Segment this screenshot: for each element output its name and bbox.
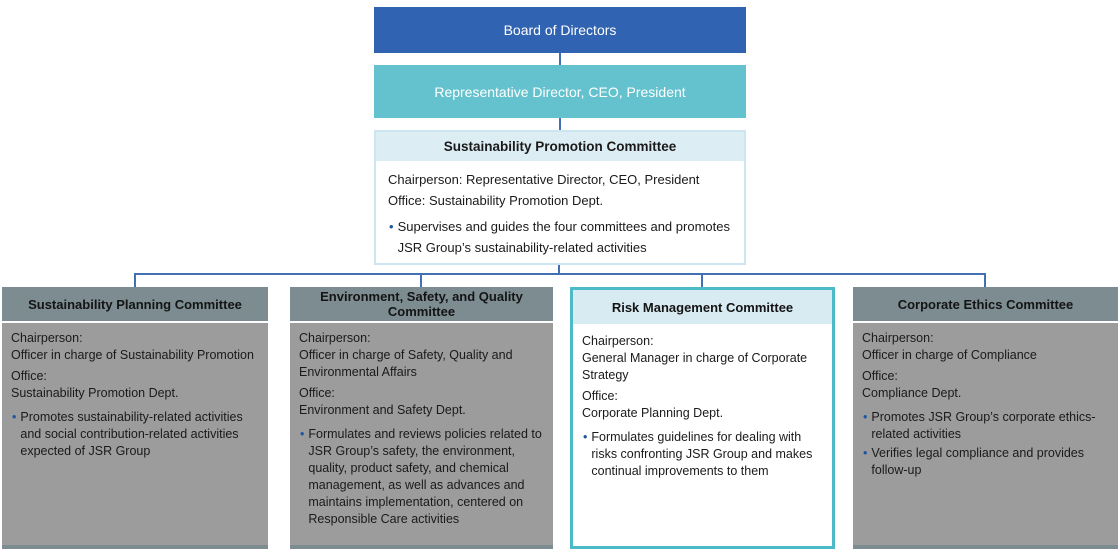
chairperson-label: Chairperson: [11,331,83,345]
bullet-text: Formulates and reviews policies related to JSR Group’s safety, the environment, quality, product safety, and chemical management, as well as advances and maintains implementation, centered on Responsible Care activities [308,427,542,526]
chairperson-value: General Manager in charge of Corporate Strategy [582,351,808,382]
committee-body [853,323,1118,545]
office-label: Office: [862,369,898,383]
chairperson-value: Officer in charge of Safety, Quality and Environmental Affairs [299,348,513,379]
promotion-chairperson-line: Chairperson: Representative Director, CEO, President [388,172,700,187]
office-label: Office: [299,386,335,400]
office-value: Corporate Planning Dept. [582,406,724,420]
chairperson-label: Chairperson: [299,331,371,345]
committee-title: Environment, Safety, and Quality Committee [290,287,553,321]
bullet-dot-icon: • [863,446,868,460]
connector-board-to-ceo [559,53,561,65]
committee-title: Risk Management Committee [573,290,832,324]
committee-body [290,323,553,545]
committee-bullet-list [11,409,259,460]
bullet-dot-icon: • [300,427,305,441]
chairperson-label: Chairperson: [582,334,654,348]
environment-safety-quality-committee-box [290,287,553,549]
bullet-text: Supervises and guides the four committees and promotes JSR Group’s sustainability-related activities [397,219,730,255]
office-value: Compliance Dept. [862,386,962,400]
bullet-text: Verifies legal compliance and provides follow-up [871,446,1085,477]
bullet-dot-icon: • [12,410,17,424]
sustainability-promotion-committee-title: Sustainability Promotion Committee [376,132,744,161]
committee-bullet-list [582,429,823,480]
connector-drop-committee-1 [134,273,136,287]
bullet-dot-icon: • [583,430,588,444]
committee-footer-strip [853,545,1118,549]
chairperson-value: Officer in charge of Compliance [862,348,1037,362]
bullet-dot-icon: • [863,410,868,424]
bullet-item [299,426,544,528]
office-label: Office: [582,389,618,403]
connector-drop-committee-4 [984,273,986,287]
committee-title: Corporate Ethics Committee [853,287,1118,321]
bullet-item [388,216,732,258]
office-value: Sustainability Promotion Dept. [11,386,179,400]
chairperson-value: Officer in charge of Sustainability Promotion [11,348,254,362]
bullet-item [11,409,259,460]
committee-bullet-list [299,426,544,528]
bullet-item [582,429,823,480]
connector-drop-committee-2 [420,273,422,287]
connector-trunk-horizontal [134,273,986,275]
board-of-directors-label: Board of Directors [503,22,617,38]
bullet-dot-icon: • [389,219,394,234]
office-label: Office: [11,369,47,383]
bullet-item [862,445,1109,479]
ceo-president-box [374,65,746,118]
connector-ceo-to-promotion [559,118,561,130]
ceo-president-label: Representative Director, CEO, President [434,83,686,100]
office-value: Environment and Safety Dept. [299,403,466,417]
committee-body [573,326,832,546]
sustainability-planning-committee-box [2,287,268,549]
bullet-text: Promotes JSR Group’s corporate ethics-related activities [871,410,1096,441]
promotion-office-line: Office: Sustainability Promotion Dept. [388,193,604,208]
corporate-ethics-committee-box [853,287,1118,549]
committee-bullet-list [862,409,1109,479]
promotion-bullet-list [388,216,732,258]
chairperson-label: Chairperson: [862,331,934,345]
sustainability-promotion-committee-box [374,130,746,265]
bullet-text: Formulates guidelines for dealing with risks confronting JSR Group and makes continual improvements to them [591,430,813,478]
board-of-directors-box [374,7,746,53]
committee-footer-strip [2,545,268,549]
committee-footer-strip [290,545,553,549]
sustainability-promotion-committee-body [376,161,744,263]
committee-title: Sustainability Planning Committee [2,287,268,321]
risk-management-committee-box [570,287,835,549]
bullet-item [862,409,1109,443]
committee-body [2,323,268,545]
bullet-text: Promotes sustainability-related activities and social contribution-related activities expected of JSR Group [20,410,243,458]
connector-drop-committee-3 [701,273,703,287]
